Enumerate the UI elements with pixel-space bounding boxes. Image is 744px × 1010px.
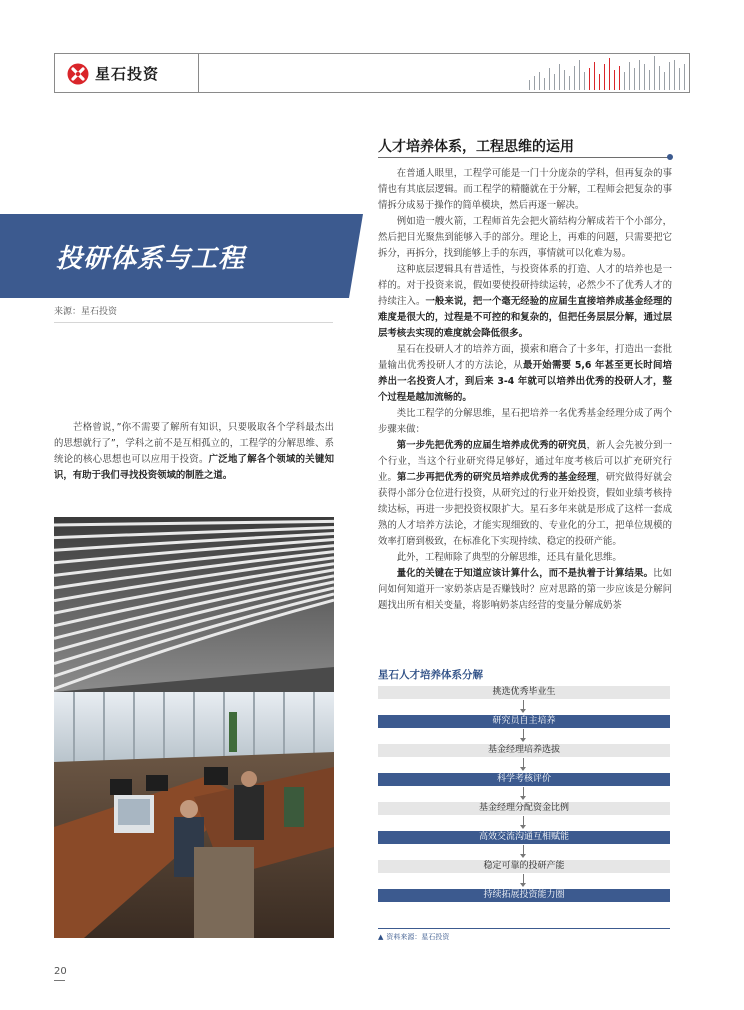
- flowchart: [378, 686, 670, 918]
- flow-arrow-icon: [523, 874, 524, 883]
- section-heading: 人才培养体系，工程思维的运用: [378, 139, 574, 155]
- paragraph-6-bold-b: 第二步再把优秀的研究员培养成优秀的基金经理: [396, 472, 597, 483]
- page-header: [54, 53, 690, 93]
- section-rule: [378, 157, 670, 158]
- paragraph-3: [378, 262, 672, 342]
- flow-arrow-icon: [523, 816, 524, 825]
- intro-text: 芒格曾说，”你不需要了解所有知识，只要吸取各个学科最杰出的思想就行了”，学科之前不是互相孤立的，工程学的分解思维、系统论的核心思想也可以应用于投资。: [54, 422, 334, 465]
- paragraph-7: 此外，工程师除了典型的分解思维，还具有量化思维。: [396, 552, 622, 563]
- paragraph-5: 类比工程学的分解思维，星石把培养一名优秀基金经理分成了两个步骤来做：: [378, 408, 672, 435]
- flow-arrow-icon: [523, 758, 524, 767]
- flow-arrow-icon: [523, 787, 524, 796]
- flowchart-title: 星石人才培养体系分解: [378, 669, 483, 681]
- flow-arrow-icon: [523, 845, 524, 854]
- paragraph-6-bold-a: 第一步先把优秀的应届生培养成优秀的研究员: [396, 440, 587, 451]
- flow-step: 稳定可靠的投研产能: [378, 860, 670, 873]
- flow-step: 科学考核评价: [378, 773, 670, 786]
- brand-box: [55, 54, 199, 92]
- paragraph-6-text-a: ，新人会先被分到一个行业，当这个行业研究得足够好，通过年度考核后可以扩充研究行业。: [378, 440, 672, 483]
- page-number: 20: [54, 966, 67, 977]
- flowchart-note-text: 资料来源：星石投资: [386, 933, 450, 941]
- flow-step: 高效交流沟通互相赋能: [378, 831, 670, 844]
- paragraph-2: 例如造一艘火箭，工程师首先会把火箭结构分解成若干个小部分，然后把目光聚焦到能够入手的部分。理论上，再难的问题，只需要把它拆分，再拆分，找到能够上手的东西，事情就可以化难为易。: [378, 216, 672, 259]
- paragraph-3-text: 这种底层逻辑具有普适性，与投资体系的打造、人才的培养也是一样的。对于投资来说，假如要使投研持续运转，必然少不了优秀人才的持续注入。: [378, 264, 672, 307]
- title-band-edge: [349, 214, 363, 298]
- divider: [54, 322, 333, 323]
- article-title: 投研体系与工程: [56, 244, 246, 274]
- flow-arrow-icon: [523, 729, 524, 738]
- flowchart-note-rule: [378, 928, 670, 929]
- paragraph-1: 在普通人眼里，工程学可能是一门十分庞杂的学科，但再复杂的事情也有其底层逻辑。而工程学的精髓就在于分解，工程师会把复杂的事情拆分成易于操作的简单模块，然后再逐一解决。: [378, 168, 672, 211]
- office-photo: [54, 517, 334, 938]
- intro-paragraph: [54, 420, 334, 484]
- paragraph-4-text: 星石在投研人才的培养方面，摸索和磨合了十多年，打造出一套批量输出优秀投研人才的方法论，从: [378, 344, 672, 371]
- flow-step: 持续拓展投资能力圈: [378, 889, 670, 902]
- section-rule-dot: [667, 154, 673, 160]
- decorative-bars: [529, 56, 689, 90]
- flow-step: 挑选优秀毕业生: [378, 686, 670, 699]
- paragraph-6-text-b: ，研究做得好就会获得小部分仓位进行投资，从研究过的行业开始投资，假如业绩考核持续达标，再进一步把投资权限扩大。星石多年来就是形成了这样一套成熟的人才培养方法论，才能实现细致的、专业化的分工，把单位规模的效率打磨到极致，在标准化下实现持续、稳定的投研产能。: [378, 472, 672, 547]
- paragraph-6: [378, 438, 672, 550]
- xingshi-logo-icon: [67, 63, 89, 85]
- flow-step: 基金经理培养选拔: [378, 744, 670, 757]
- section-body: [378, 166, 672, 614]
- title-band: [0, 214, 349, 298]
- intro-bold-text: 广泛地了解各个领域的关键知识，有助于我们寻找投资领域的制胜之道。: [54, 454, 334, 481]
- flow-step: 研究员自主培养: [378, 715, 670, 728]
- paragraph-4: [378, 342, 672, 406]
- paragraph-8-bold: 量化的关键在于知道应该计算什么，而不是执着于计算结果。: [396, 568, 654, 579]
- flow-arrow-icon: [523, 700, 524, 709]
- triangle-icon: ▲: [378, 933, 384, 941]
- flow-step: 基金经理分配资金比例: [378, 802, 670, 815]
- brand-name: 星石投资: [95, 65, 160, 83]
- paragraph-3-bold: 一般来说，把一个毫无经验的应届生直接培养成基金经理的难度是很大的，过程是不可控的和复杂的，但把任务层层分解，通过层层考核去实现的难度就会降低很多。: [378, 296, 672, 339]
- flowchart-source-note: [378, 932, 449, 942]
- paragraph-8-text: 比如问如何知道开一家奶茶店是否赚钱时？应对思路的第一步应该是分解问题找出所有相关变量，将影响奶茶店经营的变量分解成奶茶: [378, 568, 672, 611]
- page-number-rule: [54, 980, 65, 981]
- article-source: 来源：星石投资: [54, 307, 118, 317]
- paragraph-4-bold: 最开始需要 5,6 年甚至更长时间培养出一名投资人才，到后来 3-4 年就可以培养出优秀的投研人才，整个过程是越加流畅的。: [378, 360, 672, 403]
- paragraph-8: [378, 566, 672, 614]
